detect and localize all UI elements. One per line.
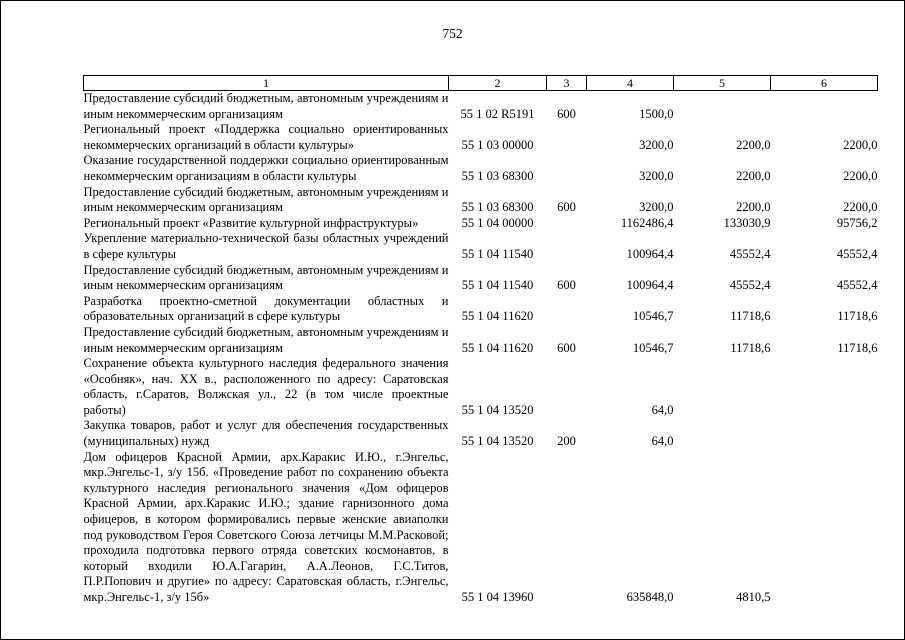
cell-budget-code: 55 1 04 13960 [461,590,534,604]
cell-description: Предоставление субсидий бюджетным, автономным учреждениям и иным некоммерческим организациям [83,184,449,215]
cell-budget-code: 55 1 02 R5191 [460,106,535,121]
table-row [84,325,878,356]
column-number-header-6: 6 [771,76,878,91]
cell-amount-year3: 2200,0 [843,137,878,152]
cell-amount-year2: 11718,6 [730,340,771,355]
cell-expense-type [547,122,587,153]
table-row [84,263,878,294]
cell-amount-year3 [771,91,878,123]
table-row [84,450,878,606]
cell-amount-year2: 2200,0 [736,168,771,183]
cell-amount-year1: 3200,0 [639,168,674,183]
cell-amount-year1: 100964,4 [626,246,674,261]
table-row [84,122,878,153]
cell-amount-year2 [674,91,771,123]
cell-budget-code: 55 1 04 13520 [461,402,534,417]
cell-amount-year3 [771,356,878,418]
cell-expense-type [547,216,587,232]
cell-amount-year2: 45552,4 [729,278,771,293]
table-row [84,418,878,449]
cell-description: Закупка товаров, работ и услуг для обеспечения государственных (муниципальных) нужд [83,418,449,449]
column-number-header-4: 4 [587,76,674,91]
cell-budget-code: 55 1 04 13520 [461,434,534,449]
cell-amount-year1: 1162486,4 [620,215,674,230]
table-row [84,294,878,325]
cell-budget-code: 55 1 04 11620 [461,309,534,324]
cell-budget-code: 55 1 03 68300 [461,200,534,215]
cell-amount-year3: 45552,4 [836,246,878,261]
table-row [84,231,878,262]
table-row [84,153,878,184]
page-number: 752 [442,26,463,41]
cell-expense-type [547,294,587,325]
cell-amount-year1: 100964,4 [626,278,674,293]
cell-description: Дом офицеров Красной Армии, арх.Каракис И.Ю., г.Энгельс, мкр.Энгельс-1, з/у 15б. «Проведение работ по сохранению объекта культурного наследия регионального значения «Дом офицеров Красной Армии, арх.Каракис И.Ю.; здание гарнизонного дома офицеров, в котором формировались первые женские авиаполки под руководством Героя Советского Союза летчицы М.М.Расковой; проходила подготовка первого отряда советских космонавтов, в который входили Ю.А.Гагарин, А.А.Леонов, Г.С.Титов, П.Р.Попович и другие» по адресу: Саратовская область, г.Энгельс, мкр.Энгельс-1, з/у 15б» [83,449,449,604]
cell-expense-type: 600 [557,106,576,121]
cell-amount-year1: 3200,0 [639,137,674,152]
column-number-header-1: 1 [84,76,449,91]
cell-amount-year1: 3200,0 [639,200,674,215]
cell-amount-year1: 64,0 [651,434,674,449]
table-row [84,91,878,123]
cell-expense-type [547,356,587,418]
cell-budget-code: 55 1 03 68300 [461,168,534,183]
cell-amount-year2: 4810,5 [736,590,771,604]
cell-amount-year1: 64,0 [651,402,674,417]
table-row [84,216,878,232]
budget-table [83,75,878,606]
cell-amount-year2 [674,418,771,449]
table-header-row [84,76,878,91]
cell-amount-year2: 2200,0 [736,200,771,215]
cell-expense-type [547,153,587,184]
cell-amount-year3: 45552,4 [836,278,878,293]
cell-amount-year3: 2200,0 [843,168,878,183]
cell-amount-year3 [771,418,878,449]
cell-amount-year3 [771,450,878,606]
cell-expense-type [547,450,587,606]
cell-budget-code: 55 1 04 00000 [461,215,534,230]
cell-amount-year2: 45552,4 [729,246,771,261]
cell-expense-type [547,231,587,262]
cell-expense-type: 600 [557,278,576,293]
cell-description: Предоставление субсидий бюджетным, автономным учреждениям и иным некоммерческим организациям [83,262,449,293]
column-number-header-3: 3 [547,76,587,91]
cell-budget-code: 55 1 03 00000 [461,137,534,152]
cell-amount-year2: 11718,6 [730,309,771,324]
cell-amount-year2: 2200,0 [736,137,771,152]
cell-amount-year3: 11718,6 [837,340,878,355]
cell-description: Сохранение объекта культурного наследия федерального значения «Особняк», нач. XX в., расположенного по адресу: Саратовская область, г.Саратов, Волжская ул., 22 (в том числе проектные работы) [83,356,449,417]
cell-amount-year3: 95756,2 [836,215,878,230]
cell-amount-year3: 2200,0 [843,200,878,215]
cell-budget-code: 55 1 04 11620 [461,340,534,355]
cell-expense-type: 200 [557,434,576,449]
cell-expense-type: 600 [557,200,576,215]
cell-budget-code: 55 1 04 11540 [461,278,534,293]
table-row [84,185,878,216]
column-number-header-5: 5 [674,76,771,91]
cell-amount-year1: 635848,0 [626,590,674,604]
cell-description: Предоставление субсидий бюджетным, автономным учреждениям и иным некоммерческим организациям [83,324,449,355]
cell-description: Региональный проект «Развитие культурной инфраструктуры» [83,215,419,230]
cell-description: Оказание государственной поддержки социально ориентированным некоммерческим организациям в области культуры [83,153,449,183]
cell-amount-year1: 10546,7 [632,309,674,324]
cell-amount-year2 [674,356,771,418]
column-number-header-2: 2 [449,76,547,91]
cell-description: Региональный проект «Поддержка социально ориентированных некоммерческих организаций в области культуры» [83,122,449,152]
cell-description: Укрепление материально-технической базы областных учреждений в сфере культуры [83,231,449,261]
cell-amount-year2: 133030,9 [723,215,771,230]
cell-amount-year3: 11718,6 [837,309,878,324]
cell-amount-year1: 1500,0 [639,106,674,121]
table-row [84,356,878,418]
cell-amount-year1: 10546,7 [632,340,674,355]
cell-budget-code: 55 1 04 11540 [461,246,534,261]
cell-expense-type: 600 [557,340,576,355]
cell-description: Разработка проектно-сметной документации областных и образовательных организаций в сфере культуры [83,293,449,324]
cell-description: Предоставление субсидий бюджетным, автономным учреждениям и иным некоммерческим организациям [83,91,449,121]
